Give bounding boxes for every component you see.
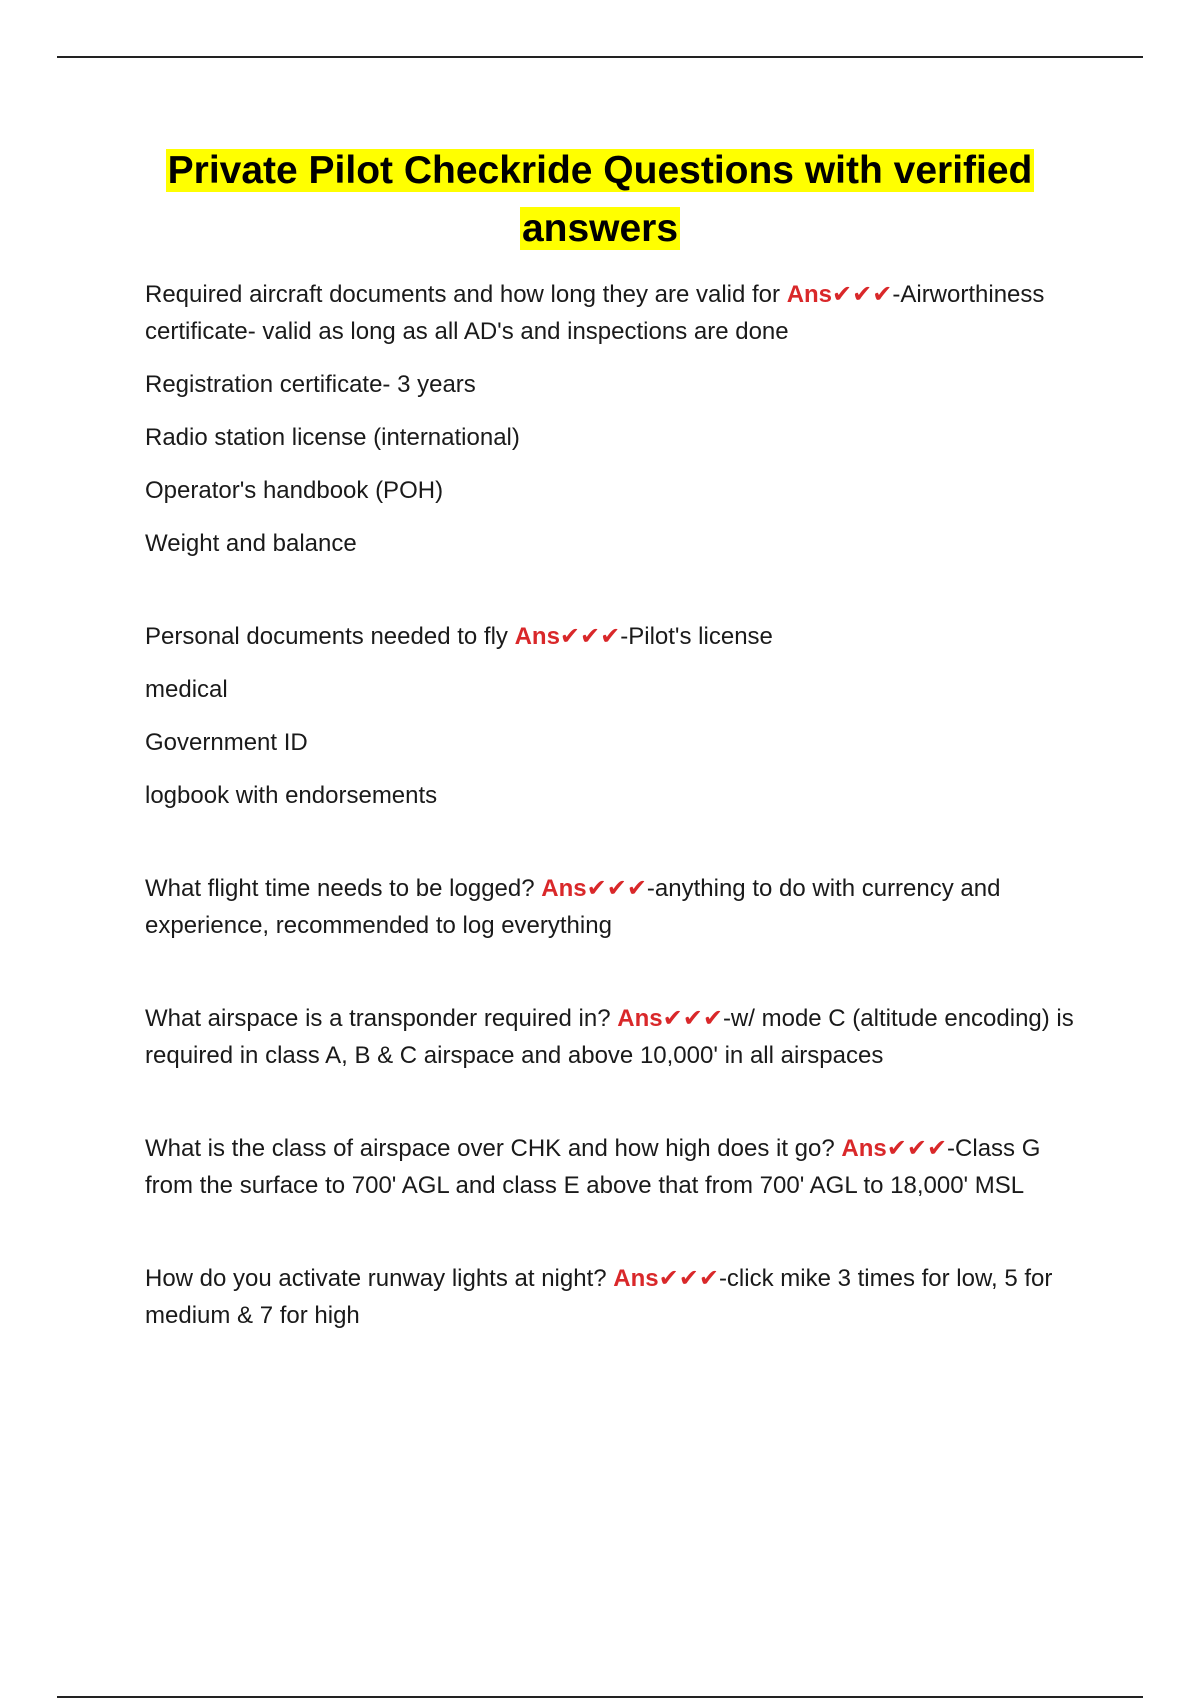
- qa-item: [145, 1260, 1095, 1334]
- answer-line: Operator's handbook (POH): [145, 477, 444, 504]
- answer-text: -Class G from the surface to 700' AGL and class E above that from 700' AGL to 18,000' MSL: [145, 1135, 1041, 1199]
- qa-item: [145, 870, 1095, 944]
- answer-label: Ans: [613, 1265, 659, 1292]
- check-icon: ✔✔✔: [886, 1135, 948, 1162]
- title-line-2: answers: [521, 207, 679, 250]
- answer-line: Registration certificate- 3 years: [145, 371, 476, 398]
- answer-line: medical: [145, 676, 228, 703]
- answer-label: Ans: [841, 1135, 887, 1162]
- answer-label: Ans: [617, 1005, 663, 1032]
- qa-item: [145, 276, 1095, 350]
- answer-text: -click mike 3 times for low, 5 for medium & 7 for high: [145, 1265, 1053, 1329]
- question-text: What flight time needs to be logged?: [145, 875, 535, 902]
- answer-line: logbook with endorsements: [145, 782, 438, 809]
- question-text: Required aircraft documents and how long they are valid for: [145, 281, 781, 308]
- question-text: How do you activate runway lights at night?: [145, 1265, 607, 1292]
- answer-text: -w/ mode C (altitude encoding) is required in class A, B & C airspace and above 10,000' in all airspaces: [145, 1005, 1074, 1069]
- check-icon: ✔✔✔: [586, 875, 647, 902]
- answer-text: -anything to do with currency and experience, recommended to log everything: [145, 875, 1001, 939]
- document-title: [100, 142, 1100, 258]
- qa-item: [145, 1130, 1095, 1204]
- answer-label: Ans: [786, 281, 833, 308]
- question-text: Personal documents needed to fly: [145, 623, 508, 650]
- answer-label: Ans: [541, 875, 587, 902]
- check-icon: ✔✔✔: [832, 281, 893, 308]
- question-text: What is the class of airspace over CHK and how high does it go?: [145, 1135, 835, 1162]
- qa-content: [145, 276, 1095, 1350]
- qa-item: [145, 618, 1095, 655]
- top-rule: [57, 56, 1143, 58]
- check-icon: ✔✔✔: [559, 623, 621, 650]
- answer-label: Ans: [514, 623, 560, 650]
- answer-line: Weight and balance: [145, 530, 357, 557]
- answer-line: Government ID: [145, 729, 308, 756]
- answer-text: -Pilot's license: [620, 623, 773, 650]
- qa-item: [145, 1000, 1095, 1074]
- answer-text: -Airworthiness certificate- valid as long as all AD's and inspections are done: [145, 281, 1045, 345]
- answer-line: Radio station license (international): [145, 424, 520, 451]
- check-icon: ✔✔✔: [658, 1265, 719, 1292]
- check-icon: ✔✔✔: [662, 1005, 723, 1032]
- bottom-rule: [57, 1696, 1143, 1698]
- title-line-1: Private Pilot Checkride Questions with verified: [167, 149, 1033, 192]
- question-text: What airspace is a transponder required in?: [145, 1005, 611, 1032]
